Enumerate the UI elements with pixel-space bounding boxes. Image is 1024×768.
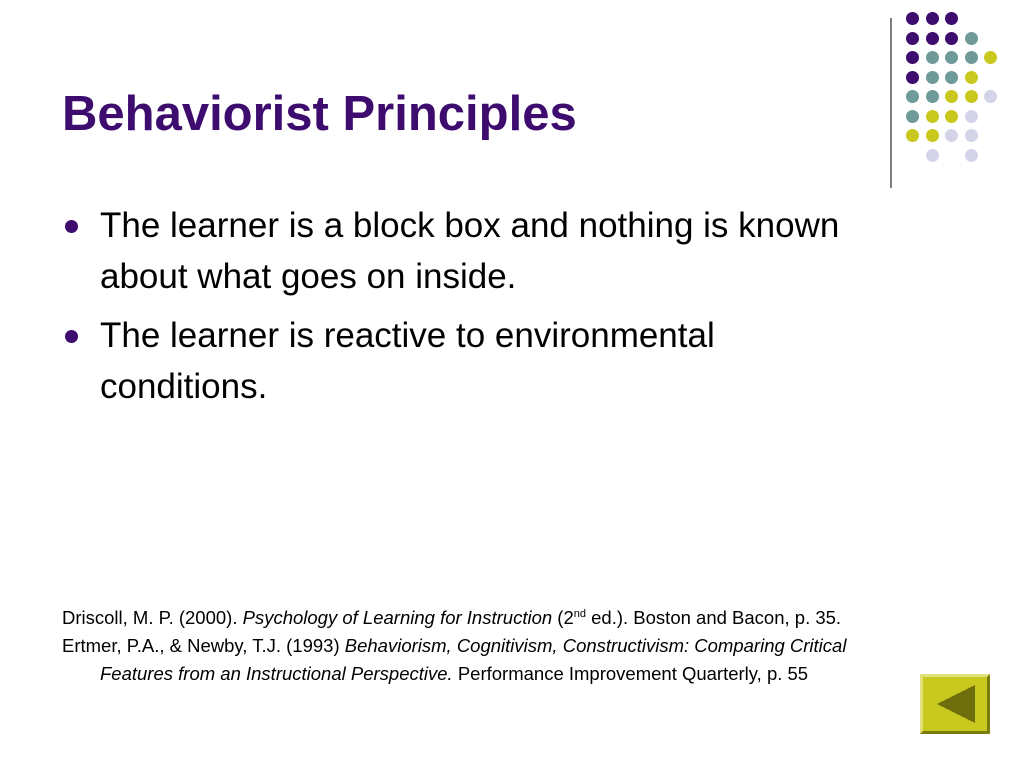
bullet-text: The learner is a block box and nothing is known about what goes on inside. [100, 206, 840, 296]
decorative-dot [965, 32, 978, 45]
references [62, 604, 902, 688]
decorative-dot [984, 90, 997, 103]
decorative-dot-grid [906, 12, 1016, 168]
back-button[interactable] [920, 674, 990, 734]
decorative-dot [926, 32, 939, 45]
decorative-dot [945, 129, 958, 142]
decorative-dot [965, 129, 978, 142]
bullet-dot-icon [65, 220, 78, 233]
reference-superscript: nd [573, 607, 586, 620]
bullet-text: The learner is reactive to environmental conditions. [100, 316, 715, 406]
reference-book-title: Psychology of Learning for Instruction [242, 607, 553, 628]
reference-text: (2 [552, 607, 574, 628]
decorative-dot [926, 71, 939, 84]
decorative-dot [906, 110, 919, 123]
decorative-dot [945, 71, 958, 84]
decorative-dot [926, 149, 939, 162]
bullet-list [62, 200, 872, 420]
title-divider [890, 18, 892, 188]
reference-text: ed.). Boston and Bacon, p. 35. [586, 607, 842, 628]
decorative-dot [984, 51, 997, 64]
reference-ertmer [62, 632, 902, 688]
decorative-dot [945, 51, 958, 64]
bullet-dot-icon [65, 330, 78, 343]
decorative-dot [945, 12, 958, 25]
decorative-dot [906, 90, 919, 103]
bullet-item [62, 310, 872, 412]
decorative-dot [906, 71, 919, 84]
decorative-dot [965, 71, 978, 84]
reference-text: Driscoll, M. P. (2000). [62, 607, 243, 628]
decorative-dot [926, 12, 939, 25]
decorative-dot [926, 51, 939, 64]
slide-title: Behaviorist Principles [62, 87, 577, 141]
left-triangle-icon [923, 677, 987, 731]
bullet-item [62, 200, 872, 302]
reference-driscoll [62, 604, 902, 632]
decorative-dot [906, 12, 919, 25]
reference-article-title: Behaviorism, Cognitivism, Constructivism: Comparing Critical Features from an Instructional Perspective. [100, 635, 847, 684]
reference-text: Performance Improvement Quarterly, p. 55 [452, 663, 809, 684]
decorative-dot [945, 32, 958, 45]
decorative-dot [965, 149, 978, 162]
decorative-dot [965, 90, 978, 103]
decorative-dot [906, 129, 919, 142]
decorative-dot [926, 129, 939, 142]
decorative-dot [945, 110, 958, 123]
decorative-dot [926, 110, 939, 123]
reference-text: Ertmer, P.A., & Newby, T.J. (1993) [62, 635, 345, 656]
decorative-dot [926, 90, 939, 103]
decorative-dot [945, 90, 958, 103]
decorative-dot [965, 110, 978, 123]
decorative-dot [965, 51, 978, 64]
decorative-dot [906, 32, 919, 45]
decorative-dot [906, 51, 919, 64]
